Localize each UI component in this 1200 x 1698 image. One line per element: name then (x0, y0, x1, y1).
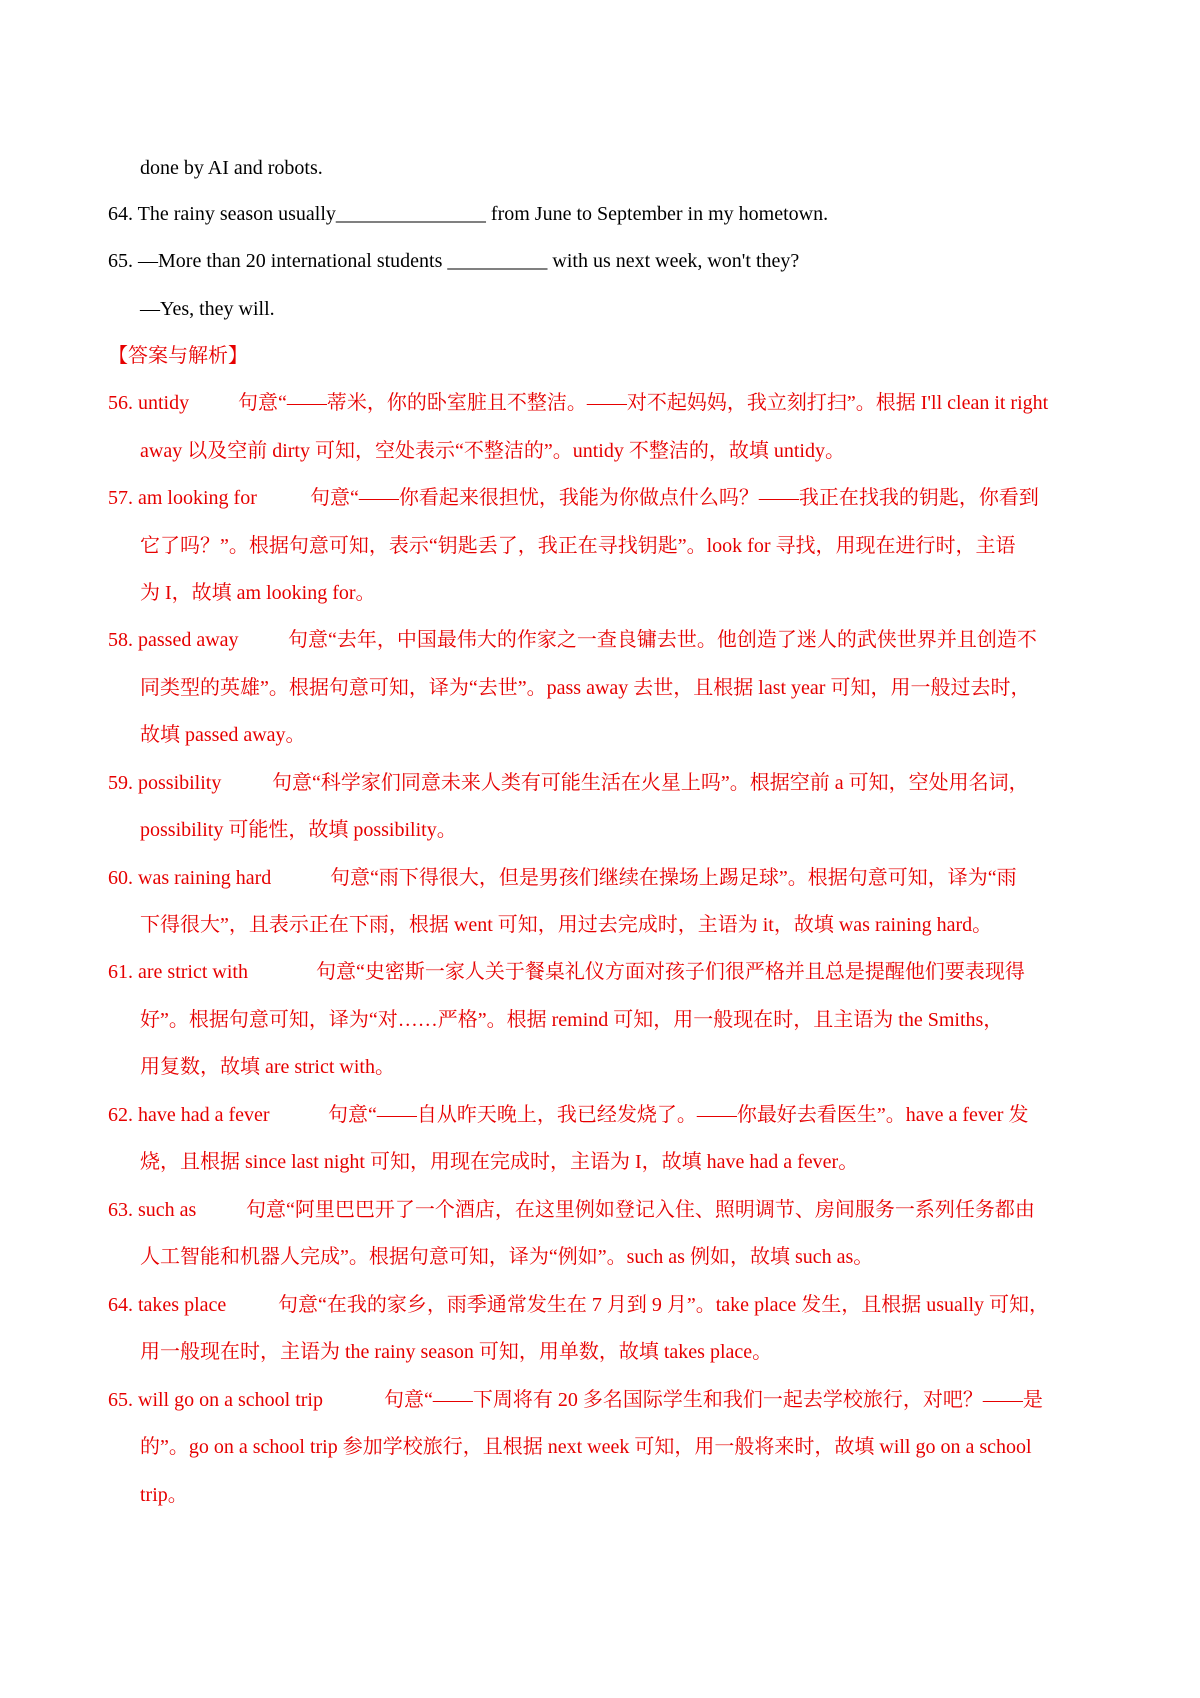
answer-line: 人工智能和机器人完成”。根据句意可知，译为“例如”。such as 例如，故填 such as。 (140, 1246, 874, 1268)
answer-line: 故填 passed away。 (140, 724, 306, 746)
answer-line: 句意“去年，中国最伟大的作家之一查良镛去世。他创造了迷人的武侠世界并且创造不 (288, 629, 1037, 651)
answer-label: 56. untidy (108, 392, 190, 414)
answer-line: 句意“科学家们同意未来人类有可能生活在火星上吗”。根据空前 a 可知，空处用名词， (272, 772, 1029, 794)
answer-label: 65. will go on a school trip (108, 1389, 323, 1411)
answer-line: 句意“——下周将有 20 多名国际学生和我们一起去学校旅行，对吧？——是 (384, 1389, 1043, 1411)
answer-line: 同类型的英雄”。根据句意可知，译为“去世”。pass away 去世，且根据 last year 可知，用一般过去时， (140, 677, 1031, 699)
answer-label: 59. possibility (108, 772, 222, 794)
answer-line: 句意“——自从昨天晚上，我已经发烧了。——你最好去看医生”。have a fever 发 (328, 1104, 1029, 1126)
answer-line: 句意“在我的家乡，雨季通常发生在 7 月到 9 月”。take place 发生，且根据 usually 可知， (278, 1294, 1050, 1316)
answer-line: 用复数，故填 are strict with。 (140, 1056, 395, 1078)
answer-label: 60. was raining hard (108, 867, 272, 889)
answer-line: 的”。go on a school trip 参加学校旅行，且根据 next week 可知，用一般将来时，故填 will go on a school (140, 1436, 1032, 1458)
answer-line: 句意“——蒂米，你的卧室脏且不整洁。——对不起妈妈，我立刻打扫”。根据 I'll clean it right (238, 392, 1049, 414)
answer-line: 用一般现在时，主语为 the rainy season 可知，用单数，故填 takes place。 (140, 1341, 773, 1363)
answer-label: 63. such as (108, 1199, 197, 1221)
question-65-line-2: —Yes, they will. (140, 298, 275, 320)
answer-line: away 以及空前 dirty 可知，空处表示“不整洁的”。untidy 不整洁的，故填 untidy。 (140, 440, 845, 462)
answer-line: 句意“——你看起来很担忧，我能为你做点什么吗？——我正在找我的钥匙，你看到 (310, 487, 1039, 509)
question-65-line-1: 65. —More than 20 international students __________ with us next week, won't they? (108, 250, 800, 272)
answer-line: 为 I，故填 am looking for。 (140, 582, 376, 604)
answer-line: 下得很大”，且表示正在下雨，根据 went 可知，用过去完成时，主语为 it，故填 was raining hard。 (140, 914, 993, 936)
question-63-continuation: done by AI and robots. (140, 157, 323, 179)
answers-header: 【答案与解析】 (108, 345, 248, 367)
answer-line: trip。 (140, 1484, 188, 1506)
answer-label: 61. are strict with (108, 961, 248, 983)
question-64: 64. The rainy season usually_______________ from June to September in my hometown. (108, 203, 829, 225)
answer-line: 句意“阿里巴巴开了一个酒店，在这里例如登记入住、照明调节、房间服务一系列任务都由 (246, 1199, 1035, 1221)
answer-line: 句意“雨下得很大，但是男孩们继续在操场上踢足球”。根据句意可知，译为“雨 (330, 867, 1017, 889)
answer-line: 好”。根据句意可知，译为“对……严格”。根据 remind 可知，用一般现在时，且主语为 the Smiths， (140, 1009, 1004, 1031)
answer-line: 句意“史密斯一家人关于餐桌礼仪方面对孩子们很严格并且总是提醒他们要表现得 (316, 961, 1025, 983)
answer-label: 58. passed away (108, 629, 239, 651)
answer-line: possibility 可能性，故填 possibility。 (140, 819, 457, 841)
answer-label: 62. have had a fever (108, 1104, 270, 1126)
answer-line: 它了吗？”。根据句意可知，表示“钥匙丢了，我正在寻找钥匙”。look for 寻找，用现在进行时，主语 (140, 535, 1016, 557)
answer-label: 57. am looking for (108, 487, 257, 509)
answer-line: 烧，且根据 since last night 可知，用现在完成时，主语为 I，故填 have had a fever。 (140, 1151, 859, 1173)
answer-label: 64. takes place (108, 1294, 227, 1316)
